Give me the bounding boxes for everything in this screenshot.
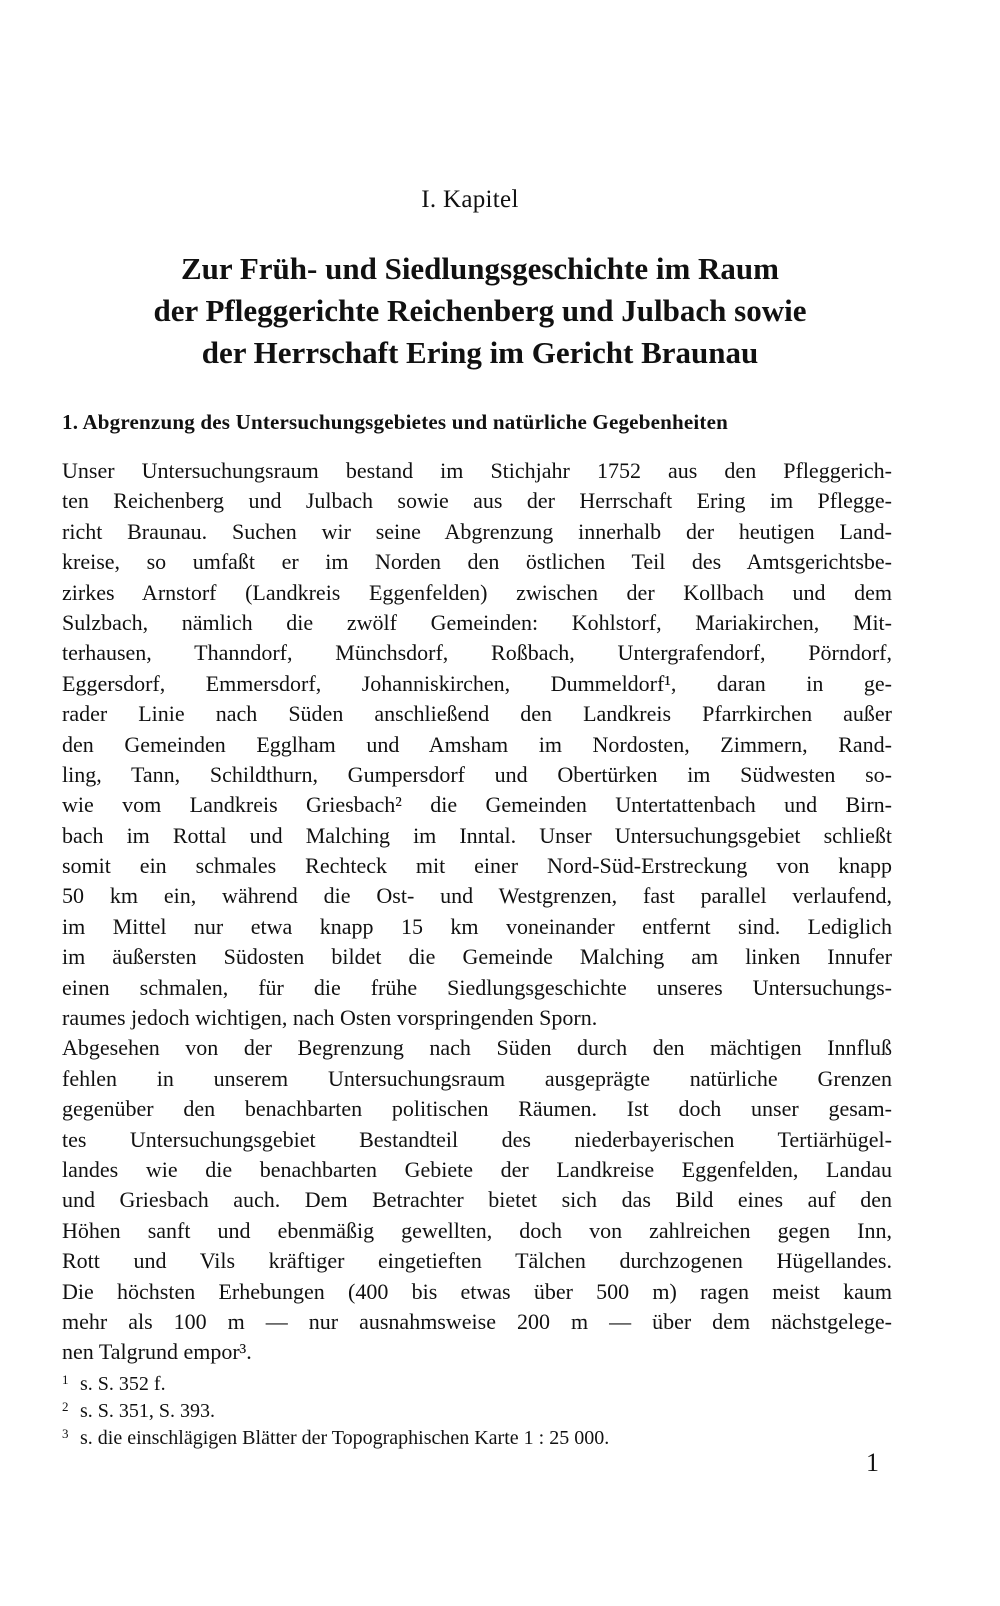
title-line: Zur Früh- und Siedlungsgeschichte im Raum (180, 251, 779, 286)
footnote-mark: 3 (62, 1426, 69, 1441)
text-line: tes Untersuchungsgebiet Bestandteil des niederbayerischen Tertiärhügel- (62, 1126, 892, 1152)
text-line: ten Reichenberg und Julbach sowie aus der Herrschaft Ering im Pflegge- (62, 488, 892, 514)
title-line: der Pfleggerichte Reichenberg und Julbach sowie (153, 293, 807, 328)
text-line: Höhen sanft und ebenmäßig gewellten, doch von zahlreichen gegen Inn, (62, 1217, 892, 1243)
text-line: kreise, so umfaßt er im Norden den östlichen Teil des Amtsgerichtsbe- (62, 549, 892, 575)
footnote-text: s. S. 351, S. 393. (80, 1400, 216, 1422)
text-line: einen schmalen, für die frühe Siedlungsgeschichte unseres Untersuchungs- (62, 974, 892, 1000)
text-line: rader Linie nach Süden anschließend den Landkreis Pfarrkirchen außer (62, 701, 892, 727)
text-line: mehr als 100 m — nur ausnahmsweise 200 m — über dem nächstgelege- (62, 1308, 892, 1334)
text-line: Die höchsten Erhebungen (400 bis etwas über 500 m) ragen meist kaum (62, 1278, 892, 1304)
text-line: bach im Rottal und Malching im Inntal. Unser Untersuchungsgebiet schließt (62, 822, 892, 848)
text-line: landes wie die benachbarten Gebiete der Landkreise Eggenfelden, Landau (62, 1156, 892, 1182)
text-line: fehlen in unserem Untersuchungsraum ausgeprägte natürliche Grenzen (62, 1065, 892, 1091)
footnote (62, 1420, 892, 1447)
text-line: gegenüber den benachbarten politischen Räumen. Ist doch unser gesam- (62, 1096, 892, 1122)
text-line: den Gemeinden Egglham und Amsham im Nordosten, Zimmern, Rand- (62, 731, 892, 757)
text-line: wie vom Landkreis Griesbach² die Gemeinden Untertattenbach und Birn- (62, 792, 892, 818)
text-line: Abgesehen von der Begrenzung nach Süden durch den mächtigen Innfluß (62, 1035, 892, 1061)
text-line: ling, Tann, Schildthurn, Gumpersdorf und Obertürken im Südwesten so- (62, 761, 892, 787)
text-line: und Griesbach auch. Dem Betrachter bietet sich das Bild eines auf den (62, 1187, 892, 1213)
text-line: im äußersten Südosten bildet die Gemeinde Malching am linken Innufer (62, 944, 892, 970)
footnote-mark: 2 (62, 1399, 69, 1414)
footnote (62, 1393, 892, 1420)
title-line: der Herrschaft Ering im Gericht Braunau (201, 335, 759, 370)
text-line: terhausen, Thanndorf, Münchsdorf, Roßbach, Untergrafendorf, Pörndorf, (62, 640, 892, 666)
text-line: richt Braunau. Suchen wir seine Abgrenzung innerhalb der heutigen Land- (62, 518, 892, 544)
text-line: raumes jedoch wichtigen, nach Osten vorspringenden Sporn. (62, 1005, 598, 1031)
text-line: Eggersdorf, Emmersdorf, Johanniskirchen, Dummeldorf¹, daran in ge- (62, 670, 892, 696)
text-line: somit ein schmales Rechteck mit einer Nord-Süd-Erstreckung von knapp (62, 853, 892, 879)
text-line: Unser Untersuchungsraum bestand im Stichjahr 1752 aus den Pfleggerich- (62, 458, 892, 483)
text-line: 50 km ein, während die Ost- und Westgrenzen, fast parallel verlaufend, (62, 883, 892, 909)
text-line: zirkes Arnstorf (Landkreis Eggenfelden) zwischen der Kollbach und dem (62, 579, 892, 605)
footnote (62, 1366, 892, 1393)
footnote-text: s. S. 352 f. (80, 1373, 166, 1395)
footnote-text: s. die einschlägigen Blätter der Topographischen Karte 1 : 25 000. (80, 1427, 610, 1449)
section-heading: 1. Abgrenzung des Untersuchungsgebietes und natürliche Gegebenheiten (62, 410, 729, 434)
footnotes (62, 1366, 892, 1447)
body-text (62, 456, 892, 1368)
text-line: Sulzbach, nämlich die zwölf Gemeinden: Kohlstorf, Mariakirchen, Mit- (62, 609, 892, 635)
text-line: nen Talgrund empor³. (62, 1339, 252, 1365)
footnote-mark: 1 (62, 1372, 69, 1387)
page-number: 1 (866, 1448, 879, 1477)
text-line: im Mittel nur etwa knapp 15 km voneinander entfernt sind. Lediglich (62, 913, 892, 939)
chapter-label: I. Kapitel (421, 186, 519, 213)
text-line: Rott und Vils kräftiger eingetieften Tälchen durchzogenen Hügellandes. (62, 1248, 892, 1274)
chapter-title (100, 248, 860, 374)
